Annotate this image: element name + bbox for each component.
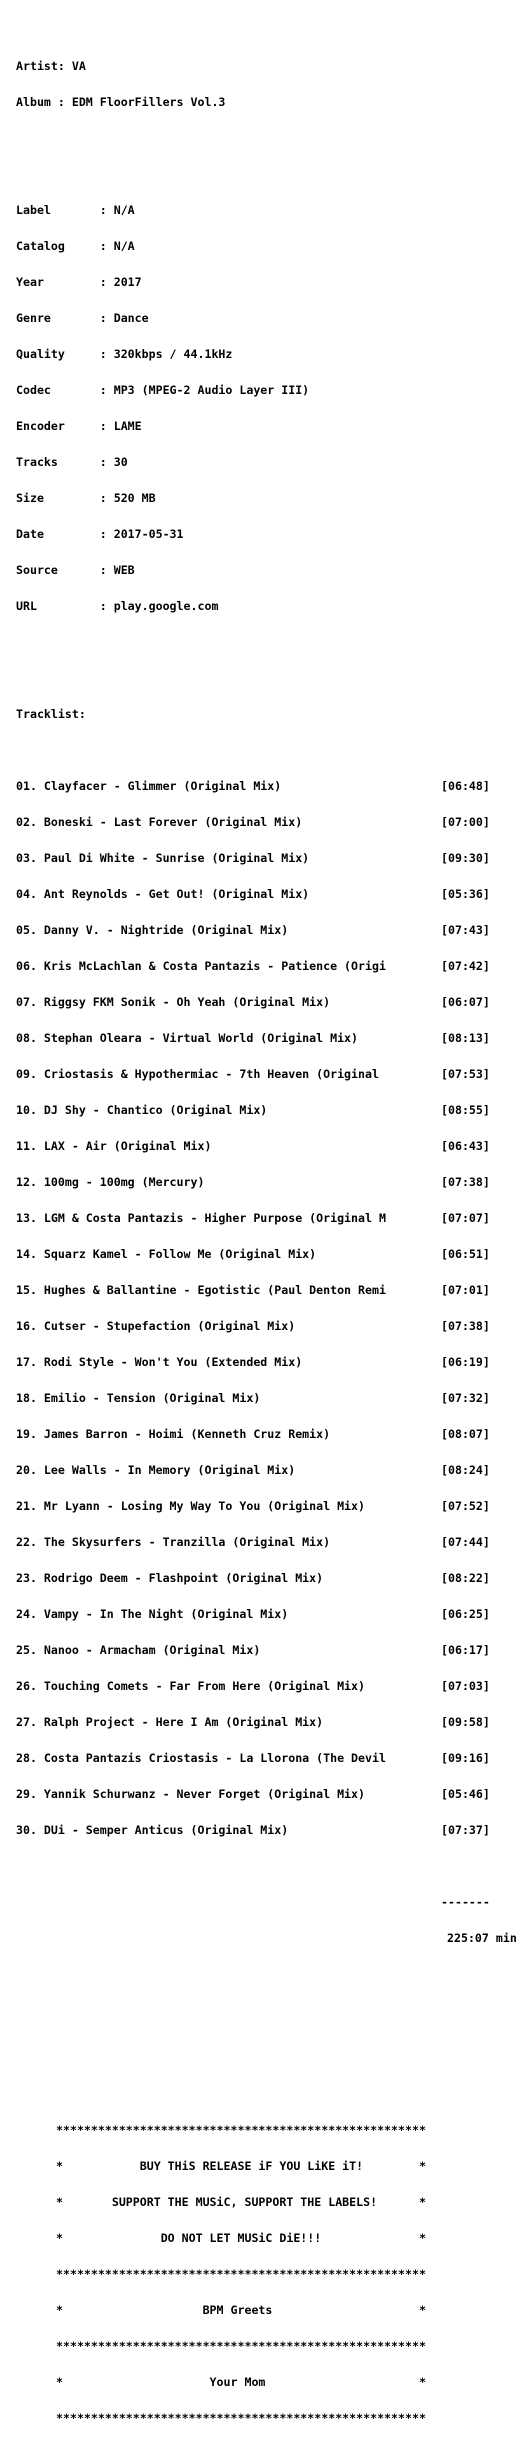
track-duration: [07:52] (441, 1499, 490, 1513)
track-duration: [06:25] (441, 1607, 490, 1621)
release-info (16, 180, 522, 636)
track-duration: [07:43] (441, 923, 490, 937)
info-size: Size : 520 MB (16, 491, 156, 505)
total-time: 225:07 min (447, 1931, 517, 1945)
track-title: 22. The Skysurfers - Tranzilla (Original Mix) (16, 1535, 331, 1549)
track-row (16, 1248, 522, 1260)
track-title: 10. DJ Shy - Chantico (Original Mix) (16, 1103, 268, 1117)
track-title: 07. Riggsy FKM Sonik - Oh Yeah (Original Mix) (16, 995, 331, 1009)
track-duration: [07:01] (441, 1283, 490, 1297)
track-row (16, 924, 522, 936)
track-duration: [08:22] (441, 1571, 490, 1585)
track-duration: [06:19] (441, 1355, 490, 1369)
track-duration: [08:07] (441, 1427, 490, 1441)
nfo-document (16, 36, 522, 2460)
banner-line: * BUY THiS RELEASE iF YOU LiKE iT! * (56, 2159, 426, 2173)
track-title: 21. Mr Lyann - Losing My Way To You (Original Mix) (16, 1499, 366, 1513)
track-duration: [07:38] (441, 1175, 490, 1189)
track-row (16, 1356, 522, 1368)
track-row (16, 1716, 522, 1728)
track-title: 12. 100mg - 100mg (Mercury) (16, 1175, 205, 1189)
track-row (16, 1752, 522, 1764)
track-row (16, 1320, 522, 1332)
info-label: Label : N/A (16, 203, 135, 217)
track-title: 24. Vampy - In The Night (Original Mix) (16, 1607, 289, 1621)
track-duration: [08:24] (441, 1463, 490, 1477)
track-duration: [08:55] (441, 1103, 490, 1117)
track-duration: [06:07] (441, 995, 490, 1009)
track-duration: [07:07] (441, 1211, 490, 1225)
tracklist (16, 756, 522, 1860)
track-title: 02. Boneski - Last Forever (Original Mix) (16, 815, 303, 829)
track-title: 29. Yannik Schurwanz - Never Forget (Original Mix) (16, 1787, 366, 1801)
support-banner (16, 2100, 522, 2448)
track-row (16, 1392, 522, 1404)
banner-border: ***************************************************** (56, 2339, 426, 2353)
track-title: 17. Rodi Style - Won't You (Extended Mix) (16, 1355, 303, 1369)
banner-line: * SUPPORT THE MUSiC, SUPPORT THE LABELS! * (56, 2195, 426, 2209)
track-duration: [07:03] (441, 1679, 490, 1693)
track-row (16, 1428, 522, 1440)
track-row (16, 888, 522, 900)
track-title: 11. LAX - Air (Original Mix) (16, 1139, 212, 1153)
artist-line: Artist: VA (16, 59, 86, 73)
track-row (16, 960, 522, 972)
track-title: 06. Kris McLachlan & Costa Pantazis - Patience (Origi (16, 959, 386, 973)
track-duration: [09:16] (441, 1751, 490, 1765)
info-url: URL : play.google.com (16, 599, 219, 613)
track-duration: [05:46] (441, 1787, 490, 1801)
blank-line (16, 132, 522, 144)
info-quality: Quality : 320kbps / 44.1kHz (16, 347, 233, 361)
track-title: 26. Touching Comets - Far From Here (Original Mix) (16, 1679, 366, 1693)
info-codec: Codec : MP3 (MPEG-2 Audio Layer III) (16, 383, 310, 397)
banner-border: ***************************************************** (56, 2411, 426, 2425)
track-row (16, 1176, 522, 1188)
track-title: 08. Stephan Oleara - Virtual World (Original Mix) (16, 1031, 359, 1045)
track-duration: [07:42] (441, 959, 490, 973)
blank-line (16, 1980, 522, 1992)
info-year: Year : 2017 (16, 275, 142, 289)
track-row (16, 1500, 522, 1512)
blank-line (16, 672, 522, 684)
track-row (16, 1536, 522, 1548)
banner-border: ***************************************************** (56, 2123, 426, 2137)
track-title: 14. Squarz Kamel - Follow Me (Original Mix) (16, 1247, 317, 1261)
tracklist-heading: Tracklist: (16, 707, 86, 721)
track-title: 20. Lee Walls - In Memory (Original Mix) (16, 1463, 296, 1477)
banner-greets: * BPM Greets * (56, 2303, 426, 2317)
track-row (16, 1788, 522, 1800)
track-row (16, 1464, 522, 1476)
track-title: 18. Emilio - Tension (Original Mix) (16, 1391, 261, 1405)
track-row (16, 1284, 522, 1296)
track-row (16, 1572, 522, 1584)
blank-line (16, 2016, 522, 2028)
track-duration: [06:51] (441, 1247, 490, 1261)
track-row (16, 1680, 522, 1692)
track-duration: [07:38] (441, 1319, 490, 1333)
info-genre: Genre : Dance (16, 311, 149, 325)
track-duration: [06:43] (441, 1139, 490, 1153)
track-row (16, 1032, 522, 1044)
track-row (16, 816, 522, 828)
blank-line (16, 2052, 522, 2064)
track-title: 16. Cutser - Stupefaction (Original Mix) (16, 1319, 296, 1333)
track-row (16, 1140, 522, 1152)
track-duration: [06:48] (441, 779, 490, 793)
track-duration: [07:00] (441, 815, 490, 829)
track-title: 15. Hughes & Ballantine - Egotistic (Paul Denton Remi (16, 1283, 386, 1297)
track-title: 30. DUi - Semper Anticus (Original Mix) (16, 1823, 289, 1837)
track-duration: [08:13] (441, 1031, 490, 1045)
info-source: Source : WEB (16, 563, 135, 577)
total-rule: ------- (441, 1895, 490, 1909)
track-row (16, 1824, 522, 1836)
track-title: 01. Clayfacer - Glimmer (Original Mix) (16, 779, 282, 793)
track-title: 23. Rodrigo Deem - Flashpoint (Original Mix) (16, 1571, 324, 1585)
info-encoder: Encoder : LAME (16, 419, 142, 433)
track-duration: [09:30] (441, 851, 490, 865)
track-duration: [07:32] (441, 1391, 490, 1405)
album-line: Album : EDM FloorFillers Vol.3 (16, 95, 226, 109)
track-row (16, 780, 522, 792)
banner-border: ***************************************************** (56, 2267, 426, 2281)
track-title: 05. Danny V. - Nightride (Original Mix) (16, 923, 289, 937)
track-row (16, 996, 522, 1008)
track-row (16, 1104, 522, 1116)
track-duration: [07:53] (441, 1067, 490, 1081)
track-title: 25. Nanoo - Armacham (Original Mix) (16, 1643, 261, 1657)
banner-line: * Your Mom * (56, 2375, 426, 2389)
track-row (16, 1212, 522, 1224)
track-title: 19. James Barron - Hoimi (Kenneth Cruz Remix) (16, 1427, 331, 1441)
track-row (16, 1644, 522, 1656)
track-title: 09. Criostasis & Hypothermiac - 7th Heaven (Original (16, 1067, 379, 1081)
info-tracks: Tracks : 30 (16, 455, 128, 469)
track-row (16, 852, 522, 864)
track-title: 03. Paul Di White - Sunrise (Original Mix) (16, 851, 310, 865)
track-row (16, 1068, 522, 1080)
info-date: Date : 2017-05-31 (16, 527, 184, 541)
track-title: 04. Ant Reynolds - Get Out! (Original Mix) (16, 887, 310, 901)
info-catalog: Catalog : N/A (16, 239, 135, 253)
track-duration: [05:36] (441, 887, 490, 901)
track-duration: [06:17] (441, 1643, 490, 1657)
track-title: 27. Ralph Project - Here I Am (Original Mix) (16, 1715, 324, 1729)
track-row (16, 1608, 522, 1620)
track-duration: [07:44] (441, 1535, 490, 1549)
track-title: 13. LGM & Costa Pantazis - Higher Purpose (Original M (16, 1211, 386, 1225)
banner-line: * DO NOT LET MUSiC DiE!!! * (56, 2231, 426, 2245)
track-duration: [09:58] (441, 1715, 490, 1729)
track-duration: [07:37] (441, 1823, 490, 1837)
track-title: 28. Costa Pantazis Criostasis - La Llorona (The Devil (16, 1751, 386, 1765)
